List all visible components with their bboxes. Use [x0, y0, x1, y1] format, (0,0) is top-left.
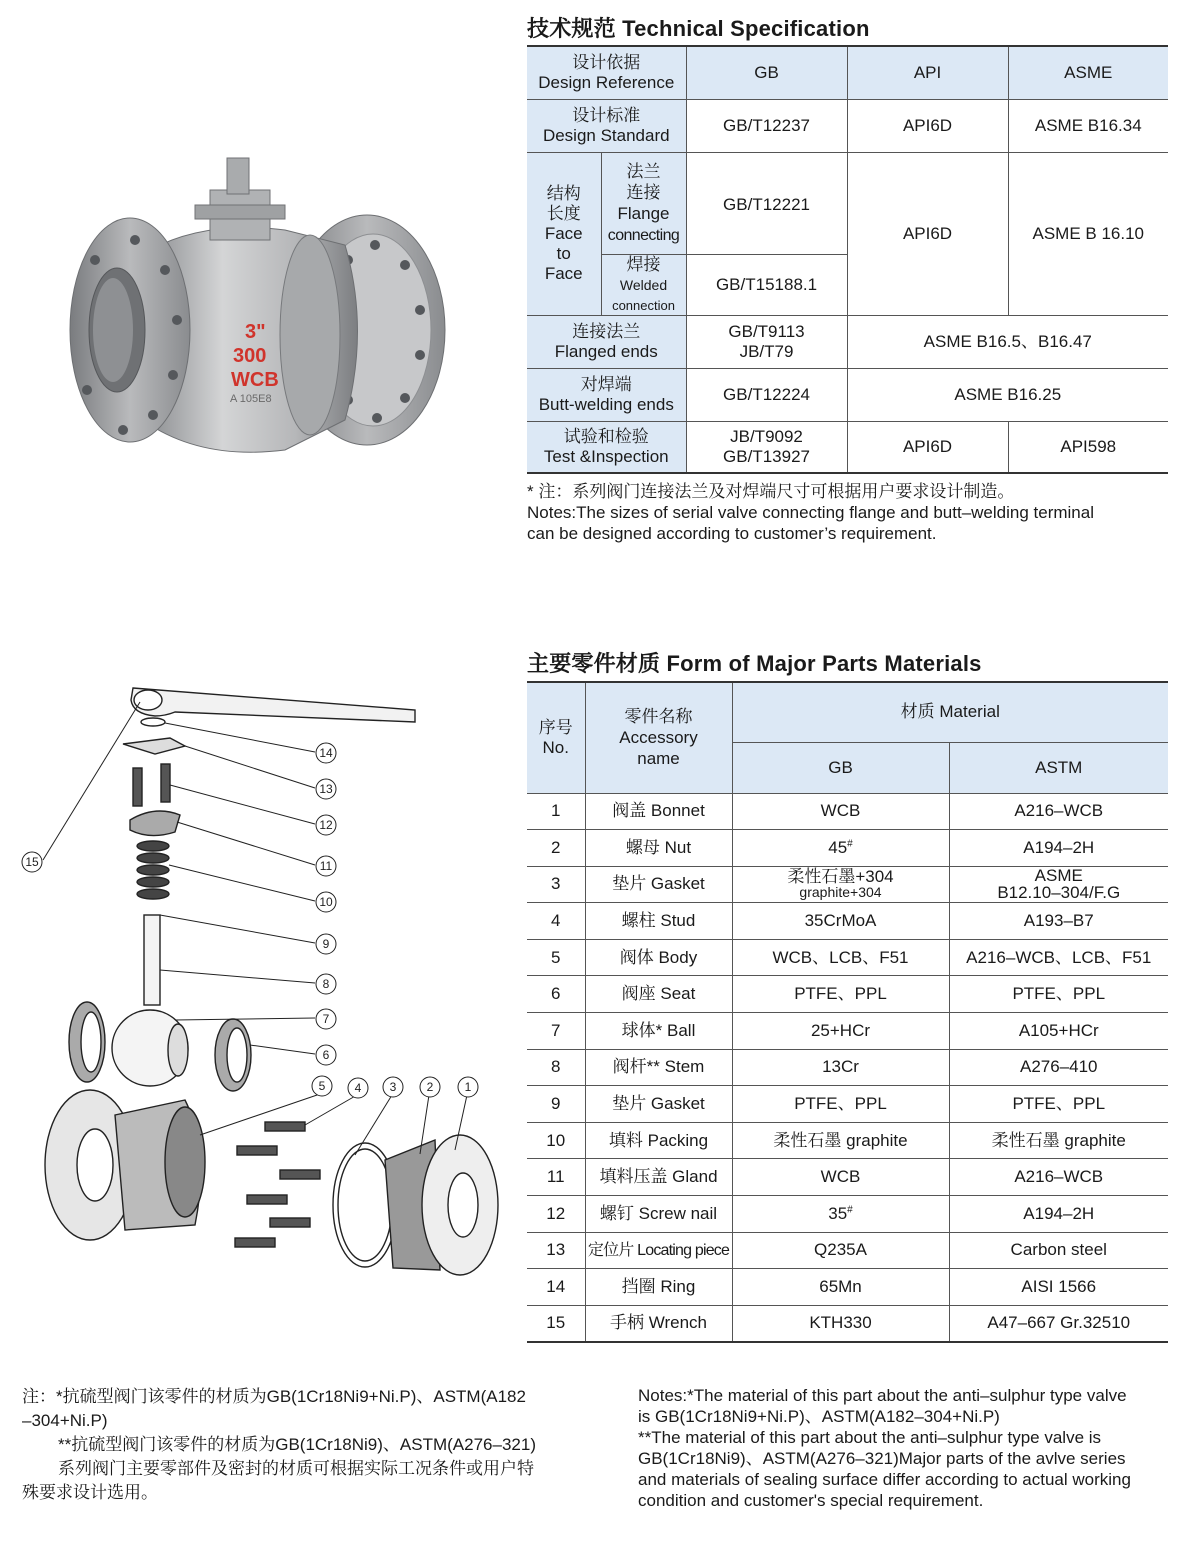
callout-11: [316, 856, 336, 876]
cell-gb: GB/T12221: [686, 152, 847, 254]
callout-8: [316, 974, 336, 994]
cell-gb-text: graphite+304: [799, 884, 882, 901]
cell-gb: [732, 1159, 949, 1196]
callout-3: [383, 1077, 403, 1097]
cell-gb-text: WCB、LCB、F51: [772, 947, 909, 967]
spec-row-face-to-face-flange: [527, 152, 1168, 254]
cell-no: [527, 1269, 585, 1306]
cell-gb-text: Q235A: [814, 1240, 867, 1260]
header-material: 材质 Material: [732, 682, 1168, 742]
header-gb: GB: [732, 742, 949, 793]
cell-api: API: [847, 46, 1008, 99]
label-cn: 结构: [546, 183, 581, 203]
footnote-en-line: **The material of this part about the anti–sulphur type valve is: [638, 1428, 1102, 1447]
cell-no: [527, 1232, 585, 1269]
cell-no-text: 8: [551, 1057, 561, 1077]
callout-9: [316, 934, 336, 954]
cell-no-text: 10: [546, 1130, 566, 1150]
cell-astm-text: B12.10–304/F.G: [997, 882, 1121, 902]
header-astm: ASTM: [949, 742, 1168, 793]
label-en: connection: [612, 297, 675, 313]
cell-part-name-text: 手柄 Wrench: [610, 1313, 707, 1333]
label-cn: 对焊端: [580, 374, 632, 394]
materials-row: [527, 1122, 1168, 1159]
cell-part-name-text: 球体* Ball: [621, 1020, 696, 1040]
callout-7: [316, 1009, 336, 1029]
cell-part-name-text: 螺柱 Stud: [621, 911, 696, 931]
cell-part-name-text: 挡圈 Ring: [621, 1277, 696, 1297]
cell-asme: ASME: [1008, 46, 1168, 99]
cell-part-name: [585, 830, 732, 867]
materials-row: [527, 1013, 1168, 1050]
cell-part-name: [585, 866, 732, 903]
label-cn: 连接法兰: [572, 321, 641, 341]
cell-no: [527, 1049, 585, 1086]
label-en: Test &Inspection: [543, 446, 669, 466]
marking-class: 300: [233, 345, 267, 367]
header-no-en: No.: [542, 737, 569, 757]
header-name-cn: 零件名称: [624, 707, 693, 727]
cell-gb: GB/T9113: [728, 321, 805, 341]
cell-part-name-text: 螺母 Nut: [625, 837, 692, 857]
cell-gb: GB/T12237: [686, 99, 847, 152]
cell-no: [527, 1086, 585, 1123]
cell-no: [527, 1122, 585, 1159]
materials-row: [527, 903, 1168, 940]
svg-text:14: 14: [319, 746, 333, 760]
cell-astm: [949, 1049, 1168, 1086]
callout-6: [316, 1045, 336, 1065]
materials-table: [527, 681, 1168, 1343]
spec-row-design-reference: [527, 46, 1168, 99]
cell-no: [527, 903, 585, 940]
materials-row: [527, 1086, 1168, 1123]
callout-4: [348, 1078, 368, 1098]
materials-row: [527, 1269, 1168, 1306]
cell-gb: [732, 866, 949, 903]
footnotes-en: [638, 1385, 1183, 1511]
marking-material: WCB: [231, 369, 279, 391]
cell-gb-text: KTH330: [809, 1313, 872, 1333]
footnote-en-line: Notes:*The material of this part about the anti–sulphur type valve: [638, 1386, 1127, 1405]
header-name-en: Accessory: [619, 728, 698, 748]
materials-row: [527, 866, 1168, 903]
cell-gb-text: WCB: [820, 801, 861, 821]
cell-part-name-text: 垫片 Gasket: [612, 1094, 705, 1114]
cell-gb-text: 13Cr: [822, 1057, 859, 1077]
cell-gb: [732, 793, 949, 830]
cell-gb: [732, 1086, 949, 1123]
cell-gb: GB: [686, 46, 847, 99]
callout-10: [316, 892, 336, 912]
cell-astm: [949, 1122, 1168, 1159]
svg-text:12: 12: [319, 818, 333, 832]
cell-astm-text: ASME: [1034, 865, 1083, 885]
materials-row: [527, 830, 1168, 867]
cell-no: [527, 939, 585, 976]
cell-no-text: 15: [546, 1313, 566, 1333]
cell-astm: [949, 1086, 1168, 1123]
label-en: to: [556, 243, 571, 263]
cell-astm-text: PTFE、PPL: [1012, 984, 1106, 1004]
spec-notes: [527, 481, 1187, 544]
cell-part-name: [585, 1086, 732, 1123]
callout-2: [420, 1077, 440, 1097]
cell-astm: [949, 1269, 1168, 1306]
cell-astm-text: A194–2H: [1023, 837, 1095, 857]
cell-no: [527, 1196, 585, 1233]
label-en: Flanged ends: [554, 341, 658, 361]
label-cn: 设计标准: [572, 105, 641, 125]
cell-astm-text: A216–WCB、LCB、F51: [966, 947, 1152, 967]
cell-gb-text: 柔性石墨 graphite: [773, 1130, 908, 1150]
marking-code: A 105E8: [230, 393, 272, 405]
materials-row: [527, 793, 1168, 830]
svg-text:13: 13: [319, 782, 333, 796]
footnote-en-line: condition and customer's special requirement.: [638, 1491, 984, 1510]
cell-part-name: [585, 1196, 732, 1233]
cell-astm-text: Carbon steel: [1010, 1240, 1107, 1260]
marking-size: 3": [245, 321, 266, 343]
cell-astm: [949, 830, 1168, 867]
grade-mark: #: [847, 1204, 853, 1216]
cell-gb: [732, 1122, 949, 1159]
cell-astm: [949, 1305, 1168, 1342]
cell-no-text: 9: [551, 1094, 561, 1114]
materials-row: [527, 1305, 1168, 1342]
valve-photo: [55, 150, 455, 480]
cell-gb: [732, 830, 949, 867]
label-en: Butt-welding ends: [538, 394, 674, 414]
callout-15: [22, 852, 42, 872]
cell-astm: [949, 976, 1168, 1013]
cell-astm: [949, 793, 1168, 830]
cell-no: [527, 866, 585, 903]
cell-astm-text: A194–2H: [1023, 1203, 1095, 1223]
svg-text:15: 15: [25, 855, 39, 869]
cell-astm-text: A276–410: [1019, 1057, 1098, 1077]
callout-13: [316, 779, 336, 799]
cell-gb-text: 35: [828, 1203, 848, 1223]
label-en: Face: [544, 223, 583, 243]
label-cn: 连接: [626, 182, 661, 202]
cell-no: [527, 1305, 585, 1342]
cell-asme: ASME B16.25: [847, 368, 1168, 421]
cell-no-text: 2: [551, 837, 561, 857]
label-en: Face: [544, 263, 583, 283]
label-cn: 长度: [546, 203, 581, 223]
cell-gb: [732, 1196, 949, 1233]
svg-text:5: 5: [318, 1079, 326, 1093]
materials-row: [527, 1196, 1168, 1233]
cell-astm: [949, 1232, 1168, 1269]
svg-text:6: 6: [322, 1048, 330, 1062]
cell-part-name-text: 阀体 Body: [619, 947, 698, 967]
cell-part-name-text: 填料压盖 Gland: [599, 1167, 718, 1187]
svg-text:8: 8: [322, 977, 330, 991]
cell-part-name: [585, 1305, 732, 1342]
cell-astm-text: AISI 1566: [1021, 1277, 1097, 1297]
svg-text:10: 10: [319, 895, 333, 909]
cell-part-name: [585, 1049, 732, 1086]
cell-api: API6D: [847, 421, 1008, 473]
svg-text:3: 3: [389, 1080, 397, 1094]
cell-part-name: [585, 939, 732, 976]
svg-text:9: 9: [322, 937, 330, 951]
cell-asme: ASME B 16.10: [1008, 152, 1168, 315]
cell-gb: [732, 1049, 949, 1086]
exploded-diagram: [15, 670, 505, 1320]
cell-no-text: 1: [551, 801, 561, 821]
cell-no-text: 7: [551, 1020, 561, 1040]
cell-no: [527, 1159, 585, 1196]
cell-gb-text: 25+HCr: [810, 1020, 871, 1040]
materials-row: [527, 1232, 1168, 1269]
cell-part-name: [585, 793, 732, 830]
materials-title: 主要零件材质 Form of Major Parts Materials: [527, 651, 982, 676]
cell-gb-text: WCB: [820, 1167, 861, 1187]
cell-gb: [732, 1305, 949, 1342]
cell-gb: GB/T15188.1: [686, 254, 847, 315]
cell-gb: GB/T13927: [723, 446, 810, 466]
materials-row: [527, 939, 1168, 976]
materials-row: [527, 1049, 1168, 1086]
cell-gb-text: PTFE、PPL: [794, 984, 887, 1004]
spec-table: [527, 45, 1168, 474]
cell-part-name-text: 垫片 Gasket: [612, 874, 705, 894]
header-name-en: name: [637, 749, 680, 769]
cell-astm-text: A216–WCB: [1014, 801, 1104, 821]
cell-astm-text: A105+HCr: [1018, 1020, 1099, 1040]
spec-row-design-standard: [527, 99, 1168, 152]
cell-no-text: 11: [546, 1167, 565, 1187]
cell-gb-text: 65Mn: [819, 1277, 862, 1297]
cell-part-name-text: 阀杆** Stem: [612, 1057, 705, 1077]
cell-gb: [732, 903, 949, 940]
callout-12: [316, 815, 336, 835]
cell-part-name: [585, 1013, 732, 1050]
cell-gb-text: 柔性石墨+304: [787, 867, 894, 887]
materials-row: [527, 1159, 1168, 1196]
footnote-cn-line: **抗硫型阀门该零件的材质为GB(1Cr18Ni9)、ASTM(A276–321): [58, 1435, 536, 1454]
cell-no-text: 5: [551, 947, 561, 967]
cell-no: [527, 976, 585, 1013]
cell-astm: [949, 866, 1168, 903]
materials-header-row: [527, 682, 1168, 742]
callout-1: [458, 1077, 478, 1097]
cell-astm-text: A216–WCB: [1014, 1167, 1104, 1187]
spec-title: 技术规范 Technical Specification: [527, 16, 870, 41]
footnote-cn-line: 注：*抗硫型阀门该零件的材质为GB(1Cr18Ni9+Ni.P)、ASTM(A182: [22, 1387, 526, 1406]
label-en: connecting: [607, 226, 680, 244]
cell-no-text: 4: [551, 911, 561, 931]
cell-asme: ASME B16.34: [1008, 99, 1168, 152]
svg-text:4: 4: [354, 1081, 362, 1095]
header-no-cn: 序号: [538, 717, 573, 737]
label-cn: 焊接: [626, 254, 661, 274]
spec-note-en: Notes:The sizes of serial valve connecting flange and butt–welding terminal: [527, 503, 1094, 522]
cell-astm: [949, 1013, 1168, 1050]
cell-astm-text: PTFE、PPL: [1012, 1094, 1106, 1114]
label-cn: 试验和检验: [563, 426, 649, 446]
cell-gb: [732, 1269, 949, 1306]
cell-astm: [949, 1196, 1168, 1233]
cell-gb: JB/T79: [739, 341, 794, 361]
svg-text:7: 7: [322, 1012, 330, 1026]
label-en: Flange: [617, 203, 670, 223]
callout-14: [316, 743, 336, 763]
cell-part-name-text: 填料 Packing: [608, 1130, 709, 1150]
footnotes-cn: [22, 1385, 612, 1505]
cell-astm-text: 柔性石墨 graphite: [991, 1130, 1126, 1150]
footnote-cn-line: –304+Ni.P): [22, 1411, 108, 1430]
footnote-en-line: GB(1Cr18Ni9)、ASTM(A276–321)Major parts of the avlve series: [638, 1449, 1126, 1468]
cell-api: API6D: [847, 99, 1008, 152]
cell-part-name: [585, 1269, 732, 1306]
cell-part-name: [585, 1159, 732, 1196]
cell-astm: [949, 939, 1168, 976]
cell-gb-text: PTFE、PPL: [794, 1094, 887, 1114]
label-cn: 法兰: [626, 161, 661, 181]
cell-gb-text: 45: [828, 837, 848, 857]
callout-5: [312, 1076, 332, 1096]
spec-row-test-inspection: [527, 421, 1168, 473]
cell-gb: [732, 1013, 949, 1050]
footnote-en-line: is GB(1Cr18Ni9+Ni.P)、ASTM(A182–304+Ni.P): [638, 1407, 1000, 1426]
cell-gb: [732, 976, 949, 1013]
cell-part-name-text: 螺钉 Screw nail: [599, 1203, 718, 1223]
spec-note-en: can be designed according to customer’s requirement.: [527, 524, 937, 543]
cell-no-text: 14: [546, 1277, 566, 1297]
cell-part-name-text: 定位片 Locating piece: [587, 1241, 730, 1259]
materials-row: [527, 976, 1168, 1013]
cell-astm-text: A193–B7: [1023, 911, 1094, 931]
spec-row-flanged-ends: [527, 315, 1168, 368]
cell-no: [527, 830, 585, 867]
label-en: Design Standard: [542, 125, 670, 145]
cell-part-name: [585, 903, 732, 940]
cell-part-name-text: 阀座 Seat: [621, 984, 696, 1004]
spec-row-butt-welding: [527, 368, 1168, 421]
cell-no-text: 3: [551, 874, 561, 894]
svg-text:1: 1: [464, 1080, 472, 1094]
label-en: Welded: [619, 276, 668, 293]
cell-astm-text: A47–667 Gr.32510: [987, 1313, 1131, 1333]
cell-no: [527, 1013, 585, 1050]
footnote-cn-line: 系列阀门主要零部件及密封的材质可根据实际工况条件或用户特: [58, 1459, 534, 1478]
cell-part-name: [585, 976, 732, 1013]
cell-no-text: 12: [546, 1203, 566, 1223]
cell-part-name: [585, 1122, 732, 1159]
svg-text:11: 11: [319, 859, 333, 873]
cell-gb: [732, 939, 949, 976]
cell-astm: [949, 903, 1168, 940]
cell-no-text: 13: [546, 1240, 566, 1260]
cell-gb: GB/T12224: [686, 368, 847, 421]
cell-gb-text: 35CrMoA: [804, 911, 877, 931]
spec-note-cn: * 注：系列阀门连接法兰及对焊端尺寸可根据用户要求设计制造。: [527, 482, 1015, 501]
label-cn: 设计依据: [572, 52, 641, 72]
cell-no-text: 6: [551, 984, 561, 1004]
cell-asme: ASME B16.5、B16.47: [847, 315, 1168, 368]
svg-text:2: 2: [426, 1080, 434, 1094]
cell-api: API6D: [847, 152, 1008, 315]
cell-asme: API598: [1008, 421, 1168, 473]
cell-gb: JB/T9092: [730, 426, 803, 446]
cell-no: [527, 793, 585, 830]
cell-astm: [949, 1159, 1168, 1196]
grade-mark: #: [847, 838, 853, 850]
cell-part-name-text: 阀盖 Bonnet: [612, 801, 705, 821]
footnote-en-line: and materials of sealing surface differ according to actual working: [638, 1470, 1131, 1489]
cell-part-name: [585, 1232, 732, 1269]
footnote-cn-line: 殊要求设计选用。: [22, 1483, 158, 1502]
label-en: Design Reference: [538, 72, 675, 92]
cell-gb: [732, 1232, 949, 1269]
